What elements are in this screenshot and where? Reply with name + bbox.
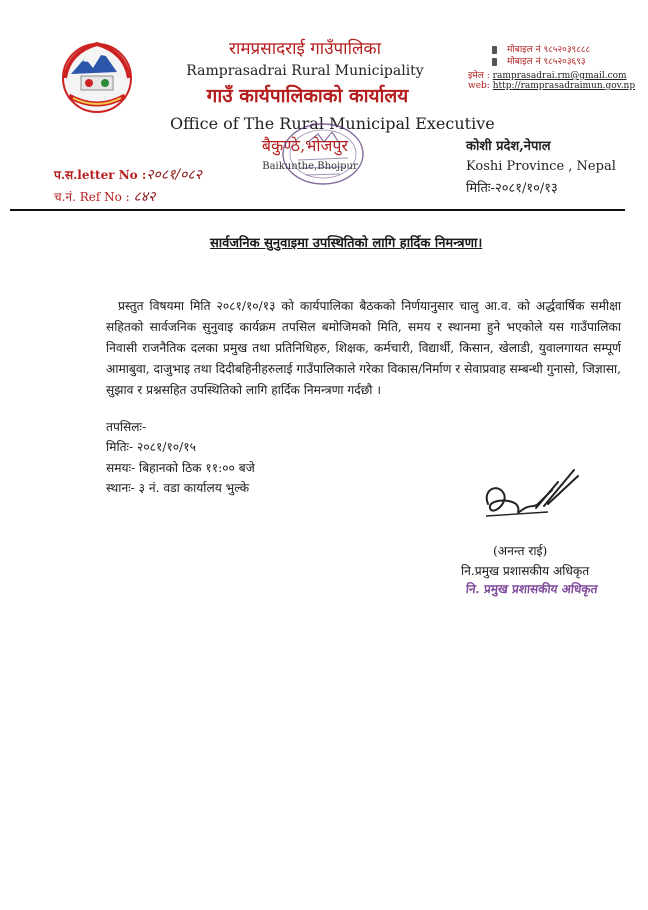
mobile-number-2: मोबाइल नं ९८५२०३६९३ — [468, 54, 586, 67]
schedule-date: मितिः- २०८१/१०/१५ — [106, 440, 196, 454]
signer-designation: नि.प्रमुख प्रशासकीय अधिकृत — [461, 564, 590, 578]
reference-number: च.नं. Ref No : ८४२ — [54, 189, 156, 205]
letter-subject: सार्वजनिक सुनुवाइमा उपस्थितिको लागि हार्दिक निमन्त्रणा। — [210, 236, 483, 251]
municipality-name-en: Ramprasadrai Rural Municipality — [186, 63, 424, 79]
phone-icon — [492, 58, 497, 66]
address-en: Baikunthe,Bhojpur — [262, 161, 358, 172]
office-name-np: गाउँ कार्यपालिकाको कार्यालय — [206, 85, 409, 107]
designation-seal: नि. प्रमुख प्रशासकीय अधिकृत — [465, 582, 599, 596]
website-link[interactable]: http://ramprasadraimun.gov.np — [492, 81, 636, 91]
phone-icon — [492, 46, 497, 54]
header-divider — [10, 209, 625, 211]
letter-number: प.स.letter No :२०८१/०८२ — [54, 167, 202, 183]
schedule-place: स्थानः- ३ नं. वडा कार्यालय भुल्के — [106, 481, 250, 495]
schedule-time: समयः- बिहानको ठिक ११:०० बजे — [106, 461, 255, 475]
letter-body: प्रस्तुत विषयमा मिति २०८१/१०/१३ को कार्यपालिका बैठकको निर्णयानुसार चालु आ.व. को अर्द्धवार्षिक समीक्षा सहितको सार्वजनिक सुनुवाइ कार्यक्रम तपसिल बमोजिमको मिति, समय र स्थानमा हुने भएकोले यस गाउँपालिका निवासी राजनैतिक दलका प्रमुख तथा प्रतिनिधिहरु, शिक्षक, कर्मचारी, विद्यार्थी, किसान, खेलाडी, युवालगायत सम्पूर्ण आमाबुवा, दाजुभाइ तथा दिदीबहिनीहरुलाई गाउँपालिकाले गरेका विकास/निर्माण र सेवाप्रवाह सम्बन्धी गुनासो, जिज्ञासा, सुझाव र प्रश्नसहित उपस्थितिको लागि हार्दिक निमन्त्रणा गर्दछौ । — [106, 299, 621, 397]
emblem-logo — [55, 34, 139, 118]
office-stamp-icon — [268, 112, 378, 192]
email-link[interactable]: ramprasadrai.rm@gmail.com — [492, 71, 627, 81]
province-np: कोशी प्रदेश,नेपाल — [466, 139, 551, 154]
municipality-name-np: रामप्रसादराई गाउँपालिका — [229, 39, 381, 59]
email-line: इमेल : ramprasadrai.rm@gmail.com — [468, 71, 627, 81]
web-line: web: http://ramprasadraimun.gov.np — [468, 81, 636, 91]
signer-name: (अनन्त राई) — [493, 544, 548, 558]
province-en: Koshi Province , Nepal — [466, 159, 616, 174]
address-np: बैकुण्ठे,भोजपुर — [261, 136, 349, 155]
mobile-number-1: मोबाइल नं ९८५२०३९८८८ — [468, 42, 590, 55]
signature-icon — [478, 464, 588, 534]
office-name-en: Office of The Rural Municipal Executive — [170, 114, 495, 133]
schedule-heading: तपसिलः- — [106, 420, 147, 434]
letter-date: मितिः-२०८१/१०/१३ — [466, 181, 558, 196]
